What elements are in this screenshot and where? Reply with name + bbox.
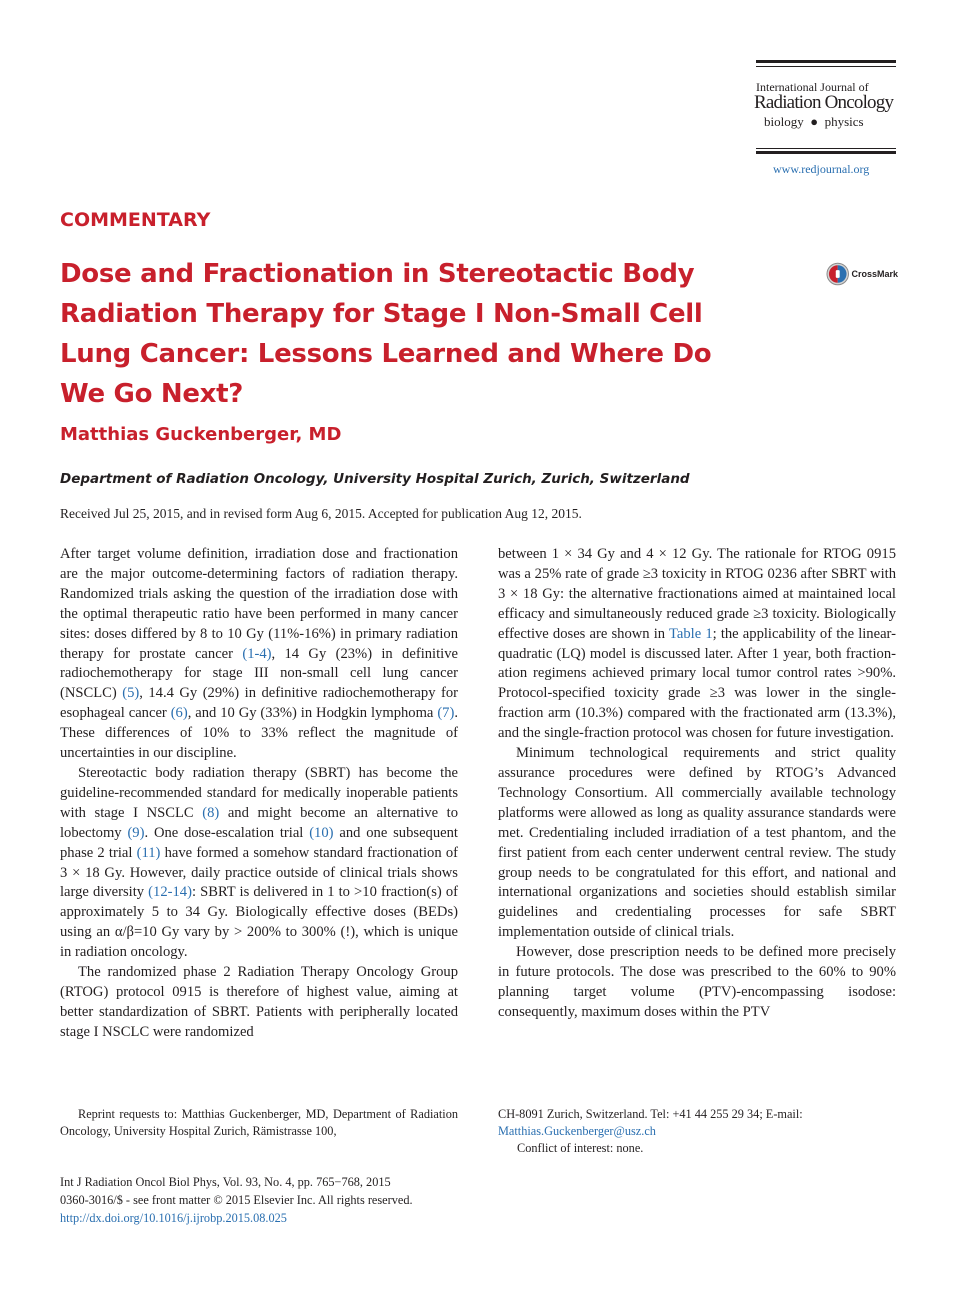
reference-link[interactable]: (11): [136, 844, 161, 861]
reference-link[interactable]: (12-14): [148, 884, 192, 901]
citation-copyright: 0360-3016/$ - see front matter © 2015 Elsevier Inc. All rights reserved.: [60, 1193, 413, 1207]
conflict-of-interest: Conflict of interest: none.: [517, 1141, 644, 1155]
header-rule-bottom: [756, 151, 896, 154]
reference-link[interactable]: (1-4): [242, 645, 272, 662]
reprint-requests: Reprint requests to: Matthias Guckenberger, MD, Department of Radiation Oncology, University Hospital Zurich, Rämistrasse 100,: [60, 1107, 458, 1138]
reference-link[interactable]: (5): [122, 685, 140, 702]
crossmark-label: CrossMark: [851, 269, 898, 279]
journal-subtitle-physics: physics: [824, 114, 864, 129]
journal-name-line2: Radiation Oncology: [754, 92, 894, 113]
section-label: COMMENTARY: [60, 209, 211, 231]
title-line: Dose and Fractionation in Stereotactic Body: [60, 259, 695, 289]
body-column-left: [60, 545, 458, 1043]
body-paragraph: [498, 545, 896, 744]
bullet-icon: ●: [806, 114, 822, 129]
body-text: have formed a somehow standard fractionation of 3 × 18 Gy. However, daily practice outside of clinical trials shows large diversity: [60, 844, 458, 901]
body-text: : SBRT is delivered in 1 to >10 fraction(s) of approximately 5 to 34 Gy. Biologically effective doses (BEDs) using an α/β=10 Gy vary by > 200% to 300% (!), which is unique in radiation oncology.: [60, 884, 458, 961]
reprint-requests-continued: [498, 1106, 896, 1139]
body-text: . These differences of 10% to 33% reflect the magnitude of uncertainties in our discipline.: [60, 705, 458, 762]
reference-link[interactable]: (10): [309, 824, 334, 841]
email-link[interactable]: Matthias.Guckenberger@usz.ch: [498, 1123, 656, 1138]
reprint-address: CH-8091 Zurich, Switzerland. Tel: +41 44 255 29 34; E-mail:: [498, 1107, 803, 1121]
body-text: , 14.4 Gy (29%) in definitive radiochemotherapy for esophageal cancer: [60, 685, 458, 722]
body-column-right: [498, 545, 896, 1023]
reference-link[interactable]: Table 1: [668, 625, 713, 642]
body-text: After target volume definition, irradiation dose and fractionation are the major outcome-determining factors of radiation therapy. Randomized trials asking the question of the irradiation dose with the optimal therapeutic ratio have been performed in many cancer sites: doses differed by 8 to 10 Gy (11%-16%) in primary radiation therapy for prostate cancer: [60, 546, 458, 662]
body-paragraph: [498, 943, 896, 1023]
author-name: Matthias Guckenberger, MD: [60, 424, 342, 445]
header-rule-bottom-thin: [756, 148, 896, 149]
journal-url-link[interactable]: www.redjournal.org: [773, 162, 870, 176]
body-text: and one subsequent phase 2 trial: [60, 824, 458, 861]
body-text: Stereotactic body radiation therapy (SBRT) has become the guideline-recommended standard for medically inoperable patients with stage I NSCLC: [60, 764, 458, 821]
body-text: , 14 Gy (23%) in definitive radiochemotherapy for stage III non-small cell lung cancer (NSCLC): [60, 645, 458, 702]
title-line: Lung Cancer: Lessons Learned and Where Do: [60, 339, 712, 369]
body-text: Minimum technological requirements and strict quality assurance procedures were defined by RTOG’s Advanced Technology Consortium. All commercially available technology platforms were allowed as long as quality assurance standards were met. Credentialing included irradiation of a test phantom, and the first patient from each center underwent central review. The study group needs to be congratulated for this effort, and national and international organizations and societies should establish similar guidelines and credentialing processes for safe SBRT implementation outside of clinical trials.: [498, 745, 896, 941]
author-affiliation: Department of Radiation Oncology, University Hospital Zurich, Zurich, Switzerland: [60, 471, 690, 487]
body-text: and might become an alternative to lobectomy: [60, 804, 458, 841]
journal-name-line1: International Journal of: [756, 80, 869, 94]
body-paragraph: [498, 744, 896, 943]
journal-name-line3: [764, 114, 864, 130]
header-rule-top-thin: [756, 66, 896, 67]
reference-link[interactable]: (8): [202, 804, 220, 821]
body-text: between 1 × 34 Gy and 4 × 12 Gy. The rationale for RTOG 0915 was a 25% rate of grade ≥3 toxicity in RTOG 0236 after SBRT with 3 × 18 Gy: the alternative fractionations aimed at maintained local efficacy and simultaneously reduced grade ≥3 toxicity. Biologically effective doses are shown in: [498, 546, 896, 642]
reference-link[interactable]: (6): [170, 705, 188, 722]
body-paragraph: [60, 545, 458, 764]
reference-link[interactable]: (7): [437, 705, 455, 722]
body-text: . One dose-escalation trial: [144, 824, 310, 841]
body-text: However, dose prescription needs to be defined more precisely in future protocols. The dose was prescribed to the 60% to 90% planning target volume (PTV)-encompassing isodose: consequently, maximum doses within the PTV: [498, 944, 896, 1020]
crossmark-icon: [826, 262, 849, 286]
body-text: ; the applicability of the linear-quadratic (LQ) model is discussed later. After 1 year, both fractionation regimens achieved primary local tumor control rates >90%. Protocol-specified toxicity grade ≥3 was lower in the single-fraction arm (10.3%) compared with the fractionated arm (13.3%), and the single-fraction protocol was chosen for future investigation.: [498, 625, 896, 742]
title-line: We Go Next?: [60, 379, 244, 409]
header-rule-top: [756, 60, 896, 63]
crossmark-badge[interactable]: [826, 261, 898, 287]
reference-link[interactable]: (9): [127, 824, 145, 841]
citation-journal: Int J Radiation Oncol Biol Phys, Vol. 93, No. 4, pp. 765−768, 2015: [60, 1175, 391, 1189]
body-paragraph: [60, 963, 458, 1043]
body-text: , and 10 Gy (33%) in Hodgkin lymphoma: [187, 705, 438, 722]
body-paragraph: [60, 764, 458, 963]
body-text: The randomized phase 2 Radiation Therapy Oncology Group (RTOG) protocol 0915 is therefore of highest value, aiming at better standardization of SBRT. Patients with peripherally located stage I NSCLC were randomized: [60, 964, 458, 1040]
doi-link[interactable]: http://dx.doi.org/10.1016/j.ijrobp.2015.08.025: [60, 1211, 287, 1225]
received-dates: Received Jul 25, 2015, and in revised form Aug 6, 2015. Accepted for publication Aug 12, 2015.: [60, 506, 582, 521]
journal-subtitle-biology: biology: [764, 114, 804, 129]
article-title: [60, 254, 760, 414]
title-line: Radiation Therapy for Stage I Non-Small Cell: [60, 299, 703, 329]
